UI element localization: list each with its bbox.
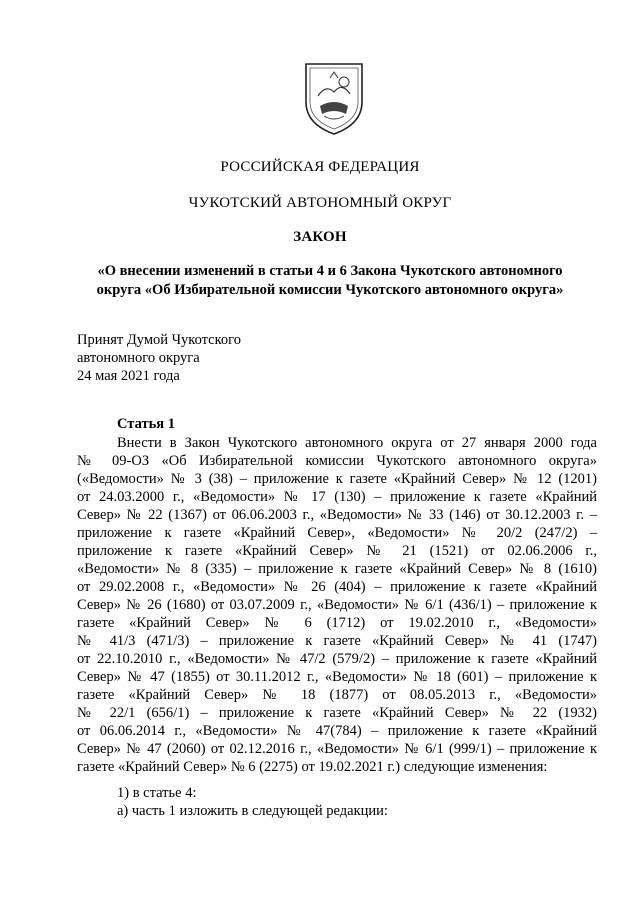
region-heading: ЧУКОТСКИЙ АВТОНОМНЫЙ ОКРУГ xyxy=(188,195,452,211)
article-title: Статья 1 xyxy=(117,416,175,432)
article-line: от 24.03.2000 г., «Ведомости» № 17 (130) – приложение к газете «Крайний xyxy=(77,489,597,505)
article-line: газете «Крайний Север» № 6 (1712) от 19.02.2010 г., «Ведомости» xyxy=(77,615,597,631)
law-title xyxy=(70,262,590,300)
article-line: от 29.02.2008 г., «Ведомости» № 26 (404) – приложение к газете «Крайний xyxy=(77,579,597,595)
article-line: Внести в Закон Чукотского автономного округа от 27 января 2000 года xyxy=(117,435,597,451)
article-line: № 09-ОЗ «Об Избирательной комиссии Чукотского автономного округа» xyxy=(77,453,597,469)
doc-type-heading: ЗАКОН xyxy=(293,229,347,245)
article-line: № 41/3 (471/3) – приложение к газете «Крайний Север» № 41 (1747) xyxy=(77,633,597,649)
article-line: от 22.10.2010 г., «Ведомости» № 47/2 (579/2) – приложение к газете «Крайний xyxy=(77,651,597,667)
coat-of-arms-icon xyxy=(300,58,368,138)
law-title-line: «О внесении изменений в статьи 4 и 6 Закона Чукотского автономного xyxy=(97,263,563,279)
article-line: Север» № 47 (1855) от 30.11.2012 г., «Ведомости» № 18 (601) – приложение к xyxy=(77,669,597,685)
article-line: («Ведомости» № 3 (38) – приложение к газете «Крайний Север» № 12 (1201) xyxy=(77,471,597,487)
article-line: Север» № 26 (1680) от 03.07.2009 г., «Ведомости» № 6/1 (436/1) – приложение к xyxy=(77,597,597,613)
country-heading: РОССИЙСКАЯ ФЕДЕРАЦИЯ xyxy=(220,159,420,175)
article-line: «Ведомости» № 8 (335) – приложение к газете «Крайний Север» № 8 (1610) xyxy=(77,561,597,577)
adoption-line: автономного округа xyxy=(77,350,200,366)
article-line: Север» № 22 (1367) от 06.06.2003 г., «Ведомости» № 33 (146) от 30.12.2003 г. – xyxy=(77,507,597,523)
article-line: № 22/1 (656/1) – приложение к газете «Крайний Север» № 22 (1932) xyxy=(77,705,597,721)
article-line: газете «Крайний Север» № 18 (1877) от 08.05.2013 г., «Ведомости» xyxy=(77,687,597,703)
adoption-date: 24 мая 2021 года xyxy=(77,368,180,384)
article-line: приложение к газете «Крайний Север», «Ведомости» № 20/2 (247/2) – xyxy=(77,525,597,541)
article-line: приложение к газете «Крайний Север» № 21 (1521) от 02.06.2006 г., xyxy=(77,543,597,559)
article-body xyxy=(77,434,597,776)
adoption-line: Принят Думой Чукотского xyxy=(77,332,242,348)
change-subitem: а) часть 1 изложить в следующей редакции: xyxy=(117,803,388,819)
law-title-line: округа «Об Избирательной комиссии Чукотского автономного округа» xyxy=(96,282,564,298)
adoption-info xyxy=(77,331,241,385)
article-line: газете «Крайний Север» № 6 (2275) от 19.02.2021 г.) следующие изменения: xyxy=(77,759,548,775)
changes-list xyxy=(117,784,388,820)
article-line: от 06.06.2014 г., «Ведомости» № 47(784) – приложение к газете «Крайний xyxy=(77,723,597,739)
change-item: 1) в статье 4: xyxy=(117,785,197,801)
article-line: Север» № 47 (2060) от 02.12.2016 г., «Ведомости» № 6/1 (999/1) – приложение к xyxy=(77,741,597,757)
